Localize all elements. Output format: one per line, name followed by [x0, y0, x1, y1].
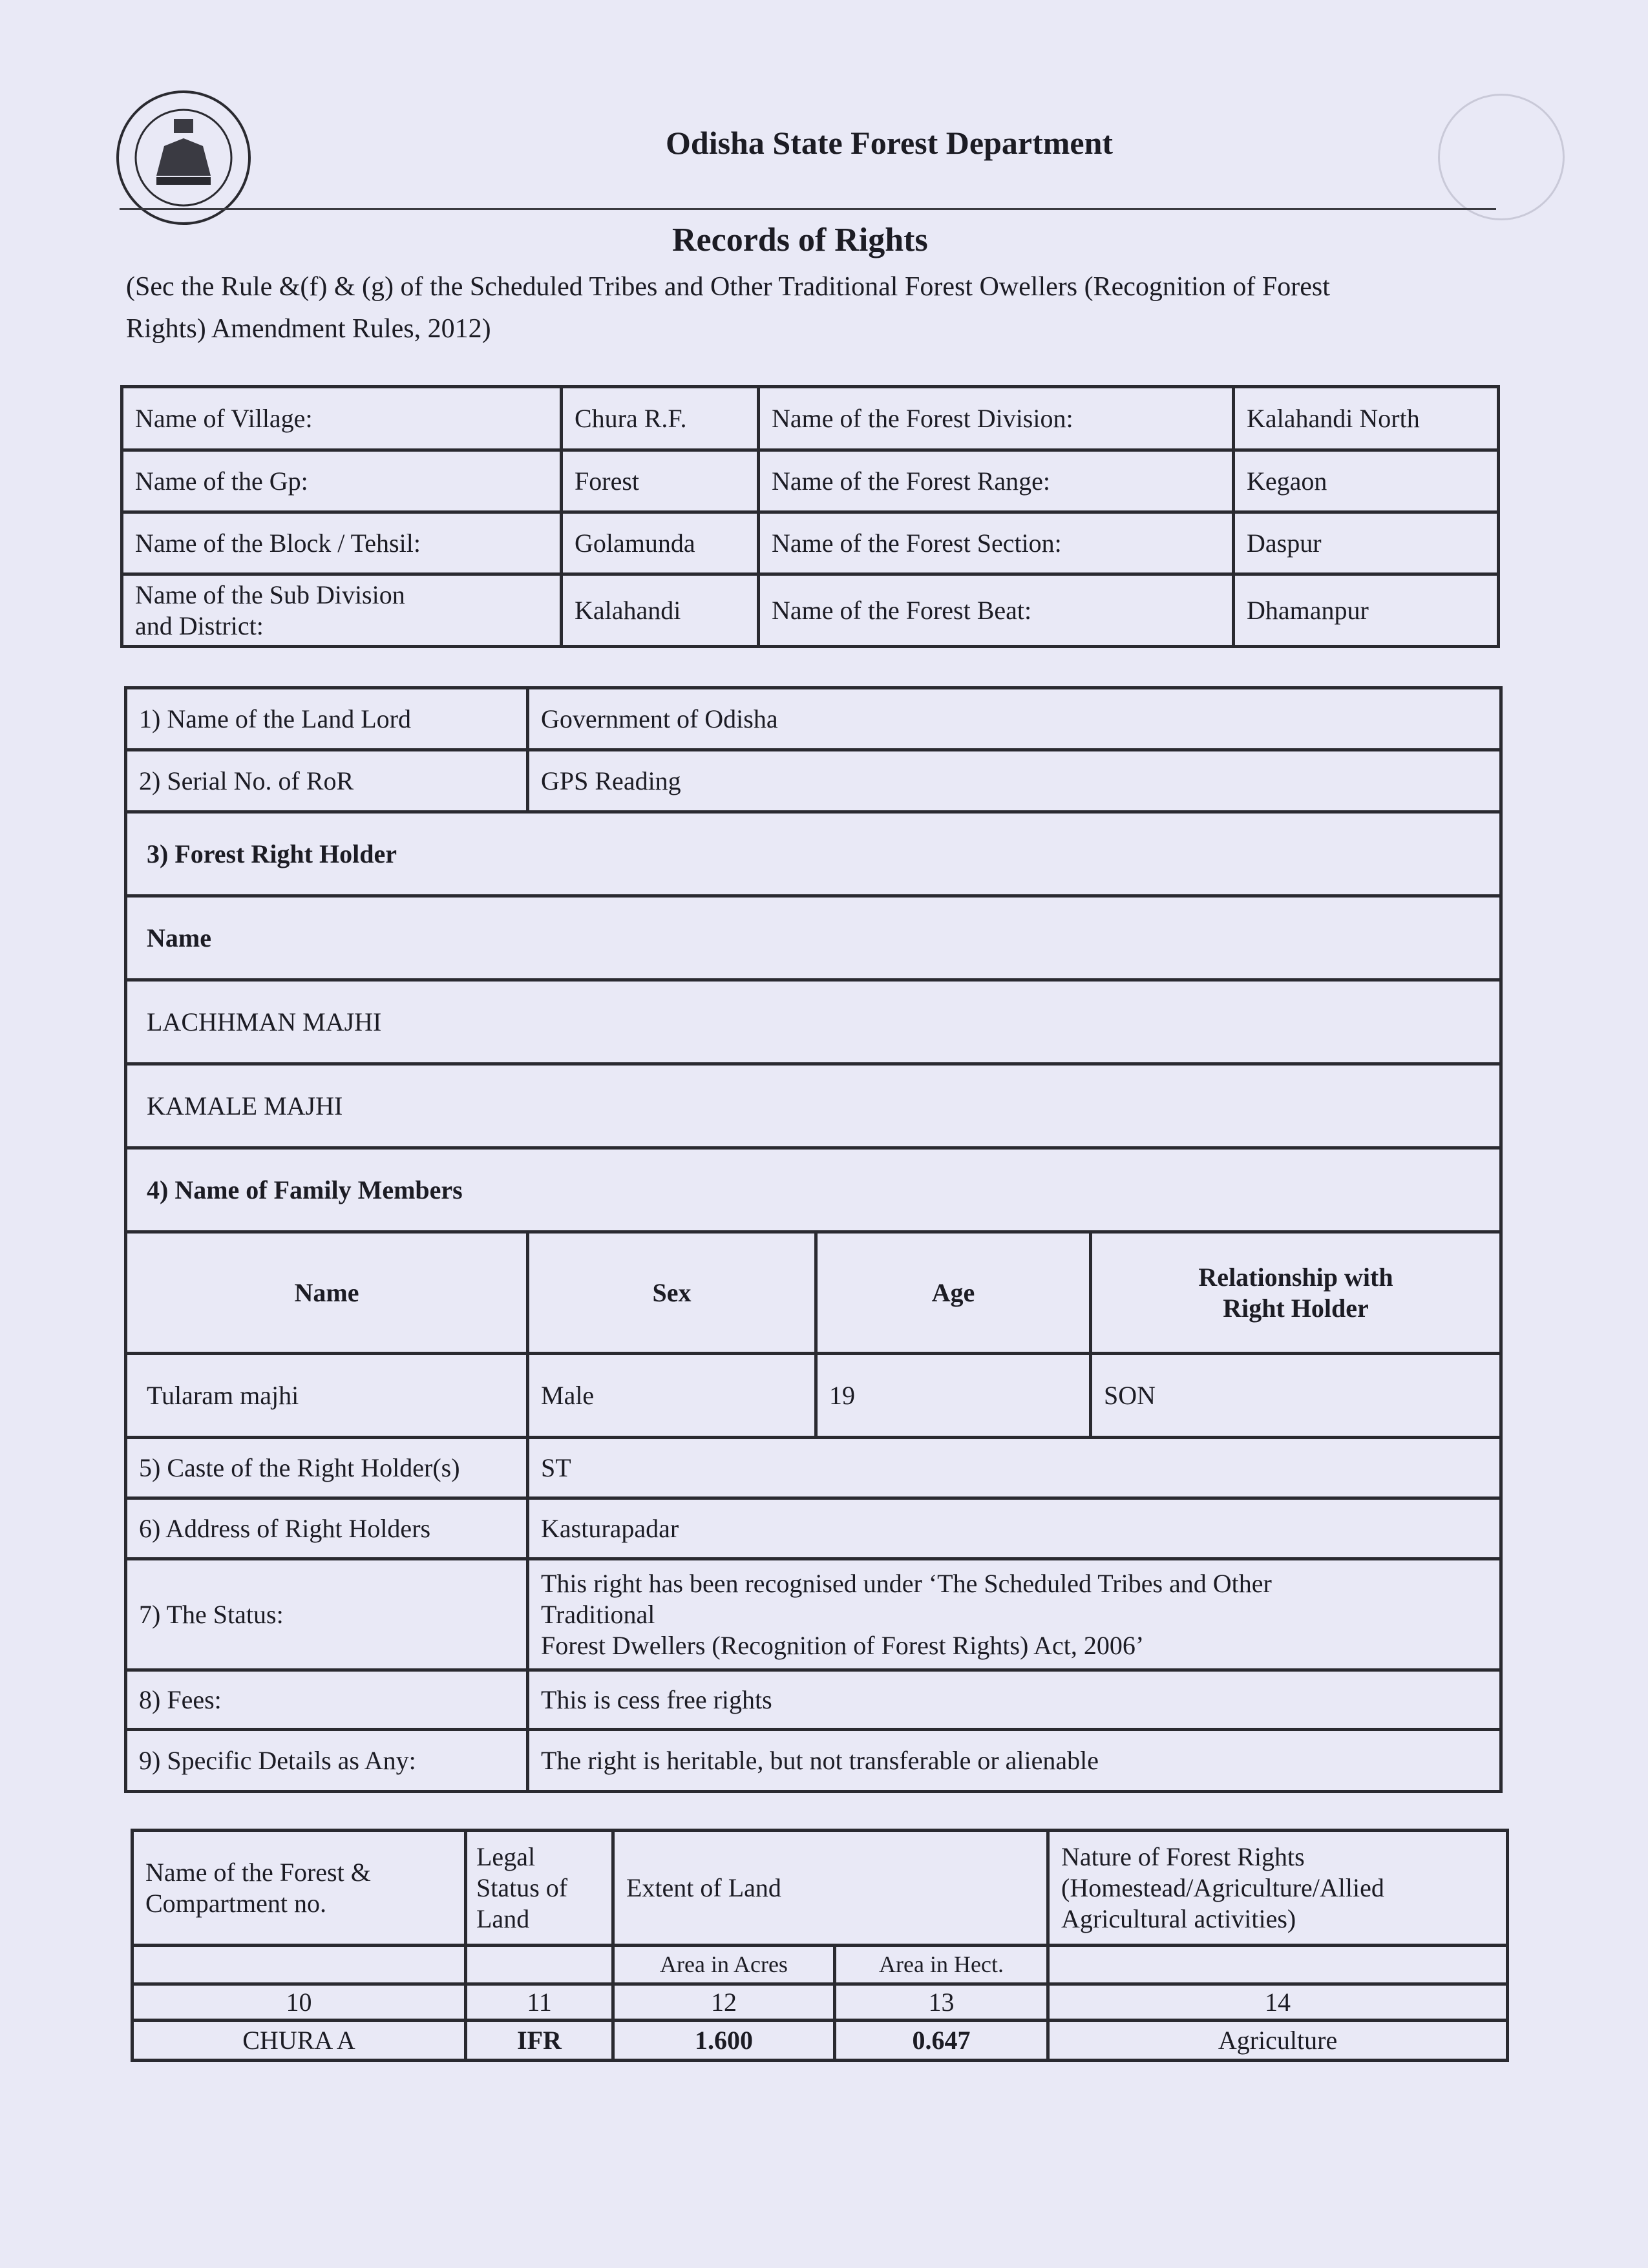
column-number: 14 — [1048, 1984, 1508, 2021]
table-row — [126, 1064, 1501, 1148]
table-row — [122, 450, 1499, 512]
forest-compartment-header: Name of the Forest & Compartment no. — [132, 1831, 466, 1946]
caste-value: ST — [528, 1438, 1501, 1498]
caste-label: 5) Caste of the Right Holder(s) — [126, 1438, 528, 1498]
subtitle-line-2: Rights) Amendment Rules, 2012) — [126, 314, 491, 344]
name-heading: Name — [126, 896, 1501, 980]
forest-compartment-value: CHURA A — [132, 2021, 466, 2061]
column-number: 13 — [835, 1984, 1048, 2021]
forest-range-value: Kegaon — [1234, 450, 1499, 512]
village-label: Name of Village: — [122, 387, 562, 450]
address-value: Kasturapadar — [528, 1498, 1501, 1559]
family-age-column: Age — [816, 1232, 1091, 1354]
status-label: 7) The Status: — [126, 1559, 528, 1670]
table-row — [122, 387, 1499, 450]
column-number: 12 — [613, 1984, 835, 2021]
table-row — [126, 688, 1501, 750]
right-holder-name: KAMALE MAJHI — [126, 1064, 1501, 1148]
family-member-relation: SON — [1091, 1354, 1501, 1438]
nature-of-rights-value: Agriculture — [1048, 2021, 1508, 2061]
forest-range-label: Name of the Forest Range: — [759, 450, 1234, 512]
table-row — [126, 980, 1501, 1064]
forest-beat-value: Dhamanpur — [1234, 574, 1499, 647]
header-divider — [120, 208, 1496, 210]
extent-of-land-header: Extent of Land — [613, 1831, 1048, 1946]
village-value: Chura R.F. — [562, 387, 759, 450]
sub-division-value: Kalahandi — [562, 574, 759, 647]
block-tehsil-value: Golamunda — [562, 512, 759, 574]
area-acres-header: Area in Acres — [613, 1946, 835, 1984]
gp-value: Forest — [562, 450, 759, 512]
table-row — [132, 2021, 1508, 2061]
sub-division-label: Name of the Sub Division and District: — [122, 574, 562, 647]
family-name-column: Name — [126, 1232, 528, 1354]
status-value: This right has been recognised under ‘The Scheduled Tribes and Other Traditional Forest Dwellers (Recognition of Forest Rights) Act, 2006’ — [528, 1559, 1501, 1670]
right-holder-name: LACHHMAN MAJHI — [126, 980, 1501, 1064]
forest-division-label: Name of the Forest Division: — [759, 387, 1234, 450]
faded-seal-icon — [1438, 94, 1565, 220]
area-hect-header: Area in Hect. — [835, 1946, 1048, 1984]
department-name: Odisha State Forest Department — [666, 125, 1114, 161]
forest-section-value: Daspur — [1234, 512, 1499, 574]
table-row — [126, 1438, 1501, 1498]
legal-status-value: IFR — [466, 2021, 613, 2061]
nature-of-rights-header: Nature of Forest Rights (Homestead/Agriculture/Allied Agricultural activities) — [1048, 1831, 1508, 1946]
odisha-emblem-icon — [116, 90, 251, 225]
family-member-sex: Male — [528, 1354, 816, 1438]
serial-value: GPS Reading — [528, 750, 1501, 812]
table-row — [132, 1831, 1508, 1946]
land-table — [131, 1829, 1509, 2062]
family-members-heading: 4) Name of Family Members — [126, 1148, 1501, 1232]
forest-division-value: Kalahandi North — [1234, 387, 1499, 450]
family-member-name: Tularam majhi — [126, 1354, 528, 1438]
table-row — [126, 896, 1501, 980]
family-member-age: 19 — [816, 1354, 1091, 1438]
table-row — [122, 512, 1499, 574]
legal-status-header: Legal Status of Land — [466, 1831, 613, 1946]
forest-section-label: Name of the Forest Section: — [759, 512, 1234, 574]
land-lord-value: Government of Odisha — [528, 688, 1501, 750]
column-number: 10 — [132, 1984, 466, 2021]
gp-label: Name of the Gp: — [122, 450, 562, 512]
fees-value: This is cess free rights — [528, 1670, 1501, 1730]
table-row — [126, 1730, 1501, 1792]
address-label: 6) Address of Right Holders — [126, 1498, 528, 1559]
specific-details-label: 9) Specific Details as Any: — [126, 1730, 528, 1792]
table-row — [126, 1559, 1501, 1670]
table-row — [122, 574, 1499, 647]
table-row — [126, 1354, 1501, 1438]
fees-label: 8) Fees: — [126, 1670, 528, 1730]
forest-right-holder-heading: 3) Forest Right Holder — [126, 812, 1501, 896]
specific-details-value: The right is heritable, but not transferable or alienable — [528, 1730, 1501, 1792]
family-relationship-column: Relationship with Right Holder — [1091, 1232, 1501, 1354]
table-row — [126, 1670, 1501, 1730]
table-row — [126, 1498, 1501, 1559]
table-row — [132, 1946, 1508, 1984]
area-hect-value: 0.647 — [835, 2021, 1048, 2061]
table-row — [126, 750, 1501, 812]
table-row — [126, 1148, 1501, 1232]
land-lord-label: 1) Name of the Land Lord — [126, 688, 528, 750]
table-row — [126, 812, 1501, 896]
block-tehsil-label: Name of the Block / Tehsil: — [122, 512, 562, 574]
details-table — [124, 686, 1503, 1793]
table-row — [132, 1984, 1508, 2021]
subtitle-line-1: (Sec the Rule &(f) & (g) of the Scheduled Tribes and Other Traditional Forest Owellers (Recognition of Forest — [126, 272, 1330, 302]
family-sex-column: Sex — [528, 1232, 816, 1354]
forest-beat-label: Name of the Forest Beat: — [759, 574, 1234, 647]
table-row — [126, 1232, 1501, 1354]
area-acres-value: 1.600 — [613, 2021, 835, 2061]
serial-label: 2) Serial No. of RoR — [126, 750, 528, 812]
location-table — [120, 385, 1500, 648]
column-number: 11 — [466, 1984, 613, 2021]
document-title: Records of Rights — [672, 222, 928, 258]
